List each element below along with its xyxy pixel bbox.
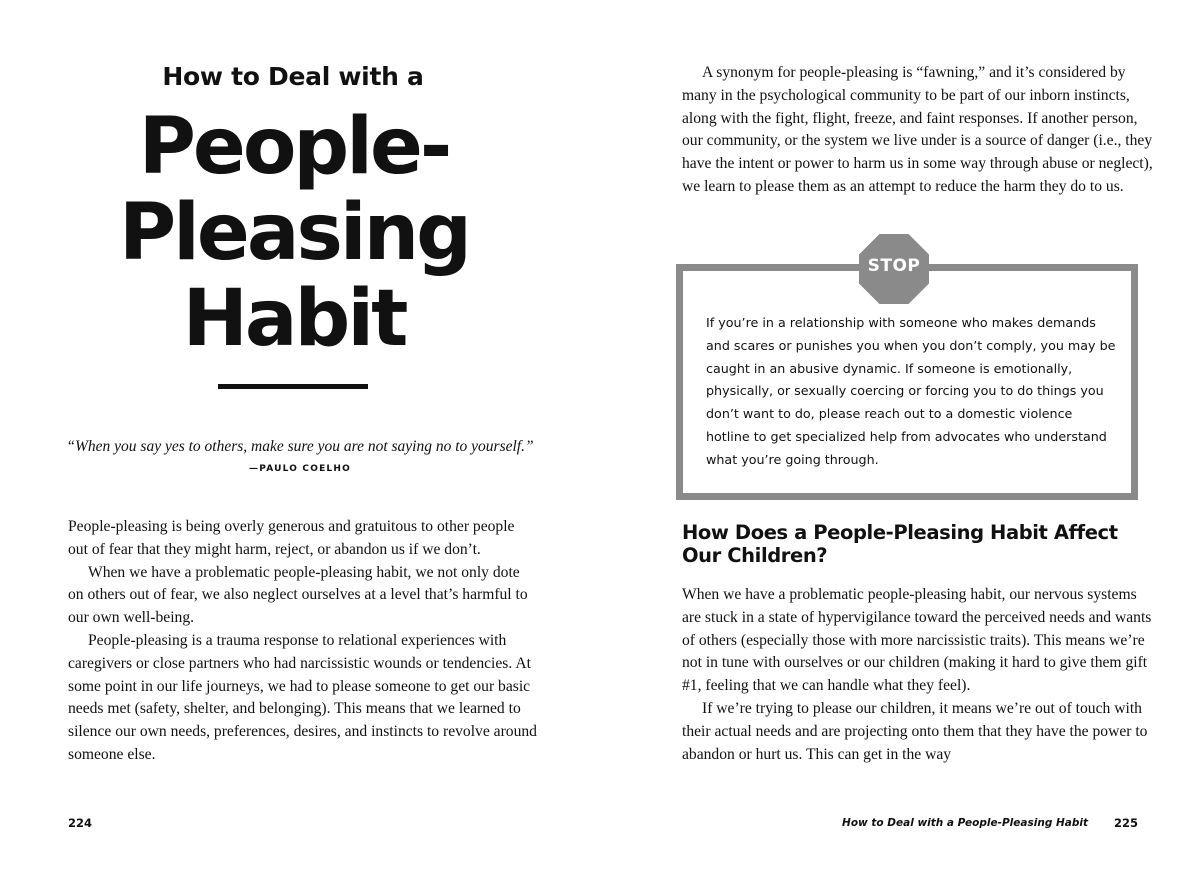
title-divider	[218, 384, 368, 389]
paragraph: When we have a problematic people-pleasing habit, we not only dote on others out of fear, we also neglect ourselves at a level that’s harmful to our own well-being.	[68, 563, 528, 627]
right-body-text	[682, 584, 1154, 766]
epigraph-attribution: —PAULO COELHO	[249, 464, 351, 474]
chapter-title-line: People-	[138, 102, 450, 192]
stop-callout-text: If you’re in a relationship with someone who makes demands and scares or punishes you when you don’t comply, you may be caught in an abusive dynamic. If someone is emotionally, physically, or sexually coercing or forcing you to do things you don’t want to do, please reach out to a domestic violence hotline to get specialized help from advocates who understand what you’re going through.	[706, 315, 1116, 467]
left-body-text	[68, 516, 538, 767]
section-heading: How Does a People-Pleasing Habit Affect Our Children?	[682, 521, 1118, 567]
chapter-title-line: Pleasing	[119, 188, 469, 278]
intro-text	[682, 62, 1154, 199]
paragraph: People-pleasing is a trauma response to relational experiences with caregivers or close partners who had narcissistic wounds or tendencies. At some point in our life journeys, we had to please someone to get our basic needs met (safety, shelter, and belonging). This means that we learned to silence our own needs, preferences, desires, and instincts to revolve around someone else.	[68, 631, 537, 763]
stop-label: STOP	[867, 256, 921, 276]
running-head: How to Deal with a People-Pleasing Habit	[842, 817, 1088, 829]
page-number-right: 225	[1113, 816, 1138, 830]
paragraph: People-pleasing is being overly generous and gratuitous to other people out of fear that they might harm, reject, or abandon us if we don’t.	[68, 518, 515, 558]
paragraph: A synonym for people-pleasing is “fawning,” and it’s considered by many in the psychological community to be part of our inborn instincts, along with the fight, flight, freeze, and faint responses. If another person, our community, or the system we live under is a source of danger (i.e., they have the intent or power to harm us in some way through abuse or neglect), we learn to please them as an attempt to reduce the harm they do to us.	[682, 64, 1153, 195]
paragraph: When we have a problematic people-pleasing habit, our nervous systems are stuck in a state of hypervigilance toward the perceived needs and wants of others (especially those with more narcissistic traits). This means we’re not in tune with ourselves or our children (making it hard to give them gift #1, feeling that we can handle what they feel).	[682, 586, 1152, 695]
right-page	[600, 0, 1200, 873]
chapter-title	[60, 104, 528, 362]
chapter-title-line: Habit	[182, 274, 406, 364]
paragraph: If we’re trying to please our children, it means we’re out of touch with their actual needs and are projecting onto them that they have the power to abandon or hurt us. This can get in the way	[682, 699, 1148, 763]
epigraph-quote: “When you say yes to others, make sure you are not saying no to yourself.”	[66, 438, 534, 455]
page-number-left: 224	[68, 816, 93, 830]
chapter-kicker: How to Deal with a	[162, 62, 424, 91]
